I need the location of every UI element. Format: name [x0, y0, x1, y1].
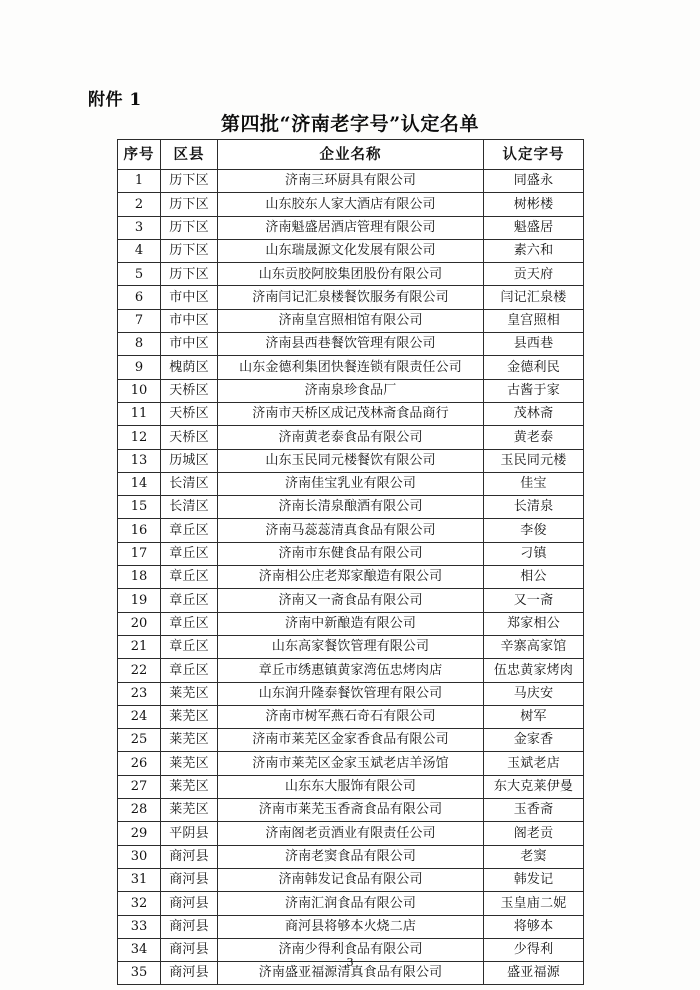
cell-company-name: 山东玉民同元楼餐饮有限公司 — [218, 449, 484, 472]
table-row — [118, 379, 584, 402]
cell-serial-number: 27 — [118, 775, 161, 798]
cell-company-name: 济南三环厨具有限公司 — [218, 170, 484, 193]
cell-recognized-brand: 郑家相公 — [484, 612, 584, 635]
cell-district: 商河县 — [161, 938, 218, 961]
cell-recognized-brand: 金德利民 — [484, 356, 584, 379]
cell-serial-number: 9 — [118, 356, 161, 379]
cell-district: 章丘区 — [161, 635, 218, 658]
cell-company-name: 济南盛亚福源清真食品有限公司 — [218, 962, 484, 985]
cell-district: 槐荫区 — [161, 356, 218, 379]
cell-district: 章丘区 — [161, 659, 218, 682]
table-row — [118, 193, 584, 216]
cell-district: 市中区 — [161, 333, 218, 356]
cell-district: 商河县 — [161, 892, 218, 915]
table-row — [118, 333, 584, 356]
cell-company-name: 济南市天桥区成记茂林斋食品商行 — [218, 402, 484, 425]
cell-serial-number: 26 — [118, 752, 161, 775]
cell-district: 天桥区 — [161, 379, 218, 402]
cell-serial-number: 18 — [118, 566, 161, 589]
cell-company-name: 山东金德利集团快餐连锁有限责任公司 — [218, 356, 484, 379]
cell-district: 章丘区 — [161, 519, 218, 542]
table-row — [118, 449, 584, 472]
cell-serial-number: 14 — [118, 472, 161, 495]
cell-company-name: 济南马蕊蕊清真食品有限公司 — [218, 519, 484, 542]
cell-serial-number: 2 — [118, 193, 161, 216]
table-row — [118, 589, 584, 612]
cell-recognized-brand: 魁盛居 — [484, 216, 584, 239]
cell-company-name: 山东高家餐饮管理有限公司 — [218, 635, 484, 658]
cell-serial-number: 1 — [118, 170, 161, 193]
cell-recognized-brand: 佳宝 — [484, 472, 584, 495]
cell-recognized-brand: 马庆安 — [484, 682, 584, 705]
cell-company-name: 济南中新酿造有限公司 — [218, 612, 484, 635]
cell-company-name: 济南泉珍食品厂 — [218, 379, 484, 402]
cell-district: 历下区 — [161, 170, 218, 193]
table-row — [118, 216, 584, 239]
cell-serial-number: 11 — [118, 402, 161, 425]
cell-company-name: 济南黄老泰食品有限公司 — [218, 426, 484, 449]
cell-company-name: 济南县西巷餐饮管理有限公司 — [218, 333, 484, 356]
cell-recognized-brand: 李俊 — [484, 519, 584, 542]
cell-recognized-brand: 闫记汇泉楼 — [484, 286, 584, 309]
table-row — [118, 892, 584, 915]
cell-company-name: 济南市东健食品有限公司 — [218, 542, 484, 565]
cell-serial-number: 34 — [118, 938, 161, 961]
table-row — [118, 635, 584, 658]
table-row — [118, 170, 584, 193]
cell-recognized-brand: 玉斌老店 — [484, 752, 584, 775]
cell-district: 长清区 — [161, 496, 218, 519]
cell-recognized-brand: 老窦 — [484, 845, 584, 868]
table-row — [118, 822, 584, 845]
cell-serial-number: 25 — [118, 729, 161, 752]
cell-recognized-brand: 茂林斋 — [484, 402, 584, 425]
page-number: 3 — [346, 955, 354, 969]
cell-district: 历城区 — [161, 449, 218, 472]
table-row — [118, 542, 584, 565]
cell-serial-number: 7 — [118, 309, 161, 332]
cell-company-name: 济南魁盛居酒店管理有限公司 — [218, 216, 484, 239]
cell-recognized-brand: 玉香斋 — [484, 799, 584, 822]
cell-serial-number: 29 — [118, 822, 161, 845]
cell-serial-number: 24 — [118, 705, 161, 728]
cell-recognized-brand: 相公 — [484, 566, 584, 589]
cell-district: 莱芜区 — [161, 705, 218, 728]
cell-recognized-brand: 同盛永 — [484, 170, 584, 193]
cell-serial-number: 17 — [118, 542, 161, 565]
cell-district: 莱芜区 — [161, 729, 218, 752]
cell-company-name: 济南市莱芜区金家玉斌老店羊汤馆 — [218, 752, 484, 775]
cell-district: 莱芜区 — [161, 752, 218, 775]
cell-recognized-brand: 长清泉 — [484, 496, 584, 519]
cell-district: 平阴县 — [161, 822, 218, 845]
cell-recognized-brand: 辛寨高家馆 — [484, 635, 584, 658]
cell-district: 莱芜区 — [161, 799, 218, 822]
table-row — [118, 239, 584, 262]
cell-serial-number: 23 — [118, 682, 161, 705]
cell-recognized-brand: 皇宫照相 — [484, 309, 584, 332]
cell-recognized-brand: 东大克莱伊曼 — [484, 775, 584, 798]
cell-company-name: 济南阁老贡酒业有限责任公司 — [218, 822, 484, 845]
table-row — [118, 356, 584, 379]
cell-recognized-brand: 刁镇 — [484, 542, 584, 565]
cell-company-name: 章丘市绣惠镇黄家湾伍忠烤肉店 — [218, 659, 484, 682]
cell-company-name: 山东东大服饰有限公司 — [218, 775, 484, 798]
cell-district: 历下区 — [161, 193, 218, 216]
cell-district: 天桥区 — [161, 402, 218, 425]
cell-recognized-brand: 玉民同元楼 — [484, 449, 584, 472]
cell-company-name: 商河县将够本火烧二店 — [218, 915, 484, 938]
table-row — [118, 309, 584, 332]
cell-company-name: 济南老窦食品有限公司 — [218, 845, 484, 868]
cell-recognized-brand: 盛亚福源 — [484, 962, 584, 985]
recognized-brands-table — [117, 139, 584, 985]
cell-recognized-brand: 阁老贡 — [484, 822, 584, 845]
cell-serial-number: 35 — [118, 962, 161, 985]
cell-district: 天桥区 — [161, 426, 218, 449]
table-row — [118, 682, 584, 705]
table-row — [118, 472, 584, 495]
cell-serial-number: 3 — [118, 216, 161, 239]
cell-serial-number: 10 — [118, 379, 161, 402]
cell-recognized-brand: 伍忠黄家烤肉 — [484, 659, 584, 682]
cell-company-name: 济南汇润食品有限公司 — [218, 892, 484, 915]
cell-company-name: 山东润升隆泰餐饮管理有限公司 — [218, 682, 484, 705]
cell-recognized-brand: 贡天府 — [484, 263, 584, 286]
cell-serial-number: 13 — [118, 449, 161, 472]
cell-district: 市中区 — [161, 286, 218, 309]
cell-district: 章丘区 — [161, 542, 218, 565]
cell-company-name: 山东胶东人家大酒店有限公司 — [218, 193, 484, 216]
cell-company-name: 济南又一斋食品有限公司 — [218, 589, 484, 612]
cell-serial-number: 4 — [118, 239, 161, 262]
cell-district: 莱芜区 — [161, 682, 218, 705]
cell-district: 历下区 — [161, 216, 218, 239]
cell-company-name: 济南闫记汇泉楼餐饮服务有限公司 — [218, 286, 484, 309]
attachment-label: 附件 1 — [88, 90, 142, 110]
cell-recognized-brand: 树军 — [484, 705, 584, 728]
cell-serial-number: 15 — [118, 496, 161, 519]
column-header-company: 企业名称 — [218, 140, 484, 170]
cell-company-name: 济南佳宝乳业有限公司 — [218, 472, 484, 495]
cell-company-name: 济南相公庄老郑家酿造有限公司 — [218, 566, 484, 589]
table-row — [118, 263, 584, 286]
cell-serial-number: 28 — [118, 799, 161, 822]
cell-company-name: 济南长清泉酿酒有限公司 — [218, 496, 484, 519]
cell-company-name: 济南皇宫照相馆有限公司 — [218, 309, 484, 332]
cell-district: 章丘区 — [161, 566, 218, 589]
cell-serial-number: 12 — [118, 426, 161, 449]
cell-recognized-brand: 黄老泰 — [484, 426, 584, 449]
cell-company-name: 济南韩发记食品有限公司 — [218, 868, 484, 891]
column-header-district: 区县 — [161, 140, 218, 170]
cell-district: 莱芜区 — [161, 775, 218, 798]
table-row — [118, 729, 584, 752]
table-row — [118, 402, 584, 425]
cell-company-name: 济南市莱芜玉香斋食品有限公司 — [218, 799, 484, 822]
cell-serial-number: 16 — [118, 519, 161, 542]
cell-recognized-brand: 玉皇庙二妮 — [484, 892, 584, 915]
table-row — [118, 612, 584, 635]
table-row — [118, 659, 584, 682]
table-row — [118, 752, 584, 775]
cell-company-name: 济南少得利食品有限公司 — [218, 938, 484, 961]
cell-serial-number: 19 — [118, 589, 161, 612]
cell-serial-number: 30 — [118, 845, 161, 868]
table-row — [118, 868, 584, 891]
cell-district: 商河县 — [161, 962, 218, 985]
cell-recognized-brand: 少得利 — [484, 938, 584, 961]
table-row — [118, 915, 584, 938]
cell-district: 长清区 — [161, 472, 218, 495]
table-row — [118, 705, 584, 728]
cell-recognized-brand: 素六和 — [484, 239, 584, 262]
column-header-brand: 认定字号 — [484, 140, 584, 170]
cell-district: 历下区 — [161, 239, 218, 262]
cell-company-name: 山东贡胶阿胶集团股份有限公司 — [218, 263, 484, 286]
cell-district: 历下区 — [161, 263, 218, 286]
cell-district: 商河县 — [161, 868, 218, 891]
table-row — [118, 496, 584, 519]
table-row — [118, 519, 584, 542]
cell-serial-number: 22 — [118, 659, 161, 682]
cell-serial-number: 31 — [118, 868, 161, 891]
listing-table-container — [117, 139, 583, 985]
cell-serial-number: 8 — [118, 333, 161, 356]
cell-serial-number: 6 — [118, 286, 161, 309]
table-row — [118, 845, 584, 868]
cell-recognized-brand: 古酱于家 — [484, 379, 584, 402]
cell-recognized-brand: 将够本 — [484, 915, 584, 938]
table-row — [118, 426, 584, 449]
cell-company-name: 济南市树军燕石奇石有限公司 — [218, 705, 484, 728]
cell-recognized-brand: 县西巷 — [484, 333, 584, 356]
cell-serial-number: 20 — [118, 612, 161, 635]
cell-district: 市中区 — [161, 309, 218, 332]
cell-recognized-brand: 又一斋 — [484, 589, 584, 612]
table-body — [118, 170, 584, 985]
table-row — [118, 799, 584, 822]
cell-district: 商河县 — [161, 915, 218, 938]
cell-district: 章丘区 — [161, 589, 218, 612]
cell-serial-number: 21 — [118, 635, 161, 658]
column-header-index: 序号 — [118, 140, 161, 170]
cell-company-name: 山东瑞晟源文化发展有限公司 — [218, 239, 484, 262]
cell-recognized-brand: 韩发记 — [484, 868, 584, 891]
cell-recognized-brand: 金家香 — [484, 729, 584, 752]
table-header — [118, 140, 584, 170]
cell-serial-number: 5 — [118, 263, 161, 286]
cell-district: 章丘区 — [161, 612, 218, 635]
cell-district: 商河县 — [161, 845, 218, 868]
table-row — [118, 286, 584, 309]
cell-company-name: 济南市莱芜区金家香食品有限公司 — [218, 729, 484, 752]
table-row — [118, 566, 584, 589]
table-row — [118, 775, 584, 798]
page-title: 第四批“济南老字号”认定名单 — [220, 113, 480, 135]
cell-recognized-brand: 树彬楼 — [484, 193, 584, 216]
cell-serial-number: 32 — [118, 892, 161, 915]
table-header-row — [118, 140, 584, 170]
cell-serial-number: 33 — [118, 915, 161, 938]
